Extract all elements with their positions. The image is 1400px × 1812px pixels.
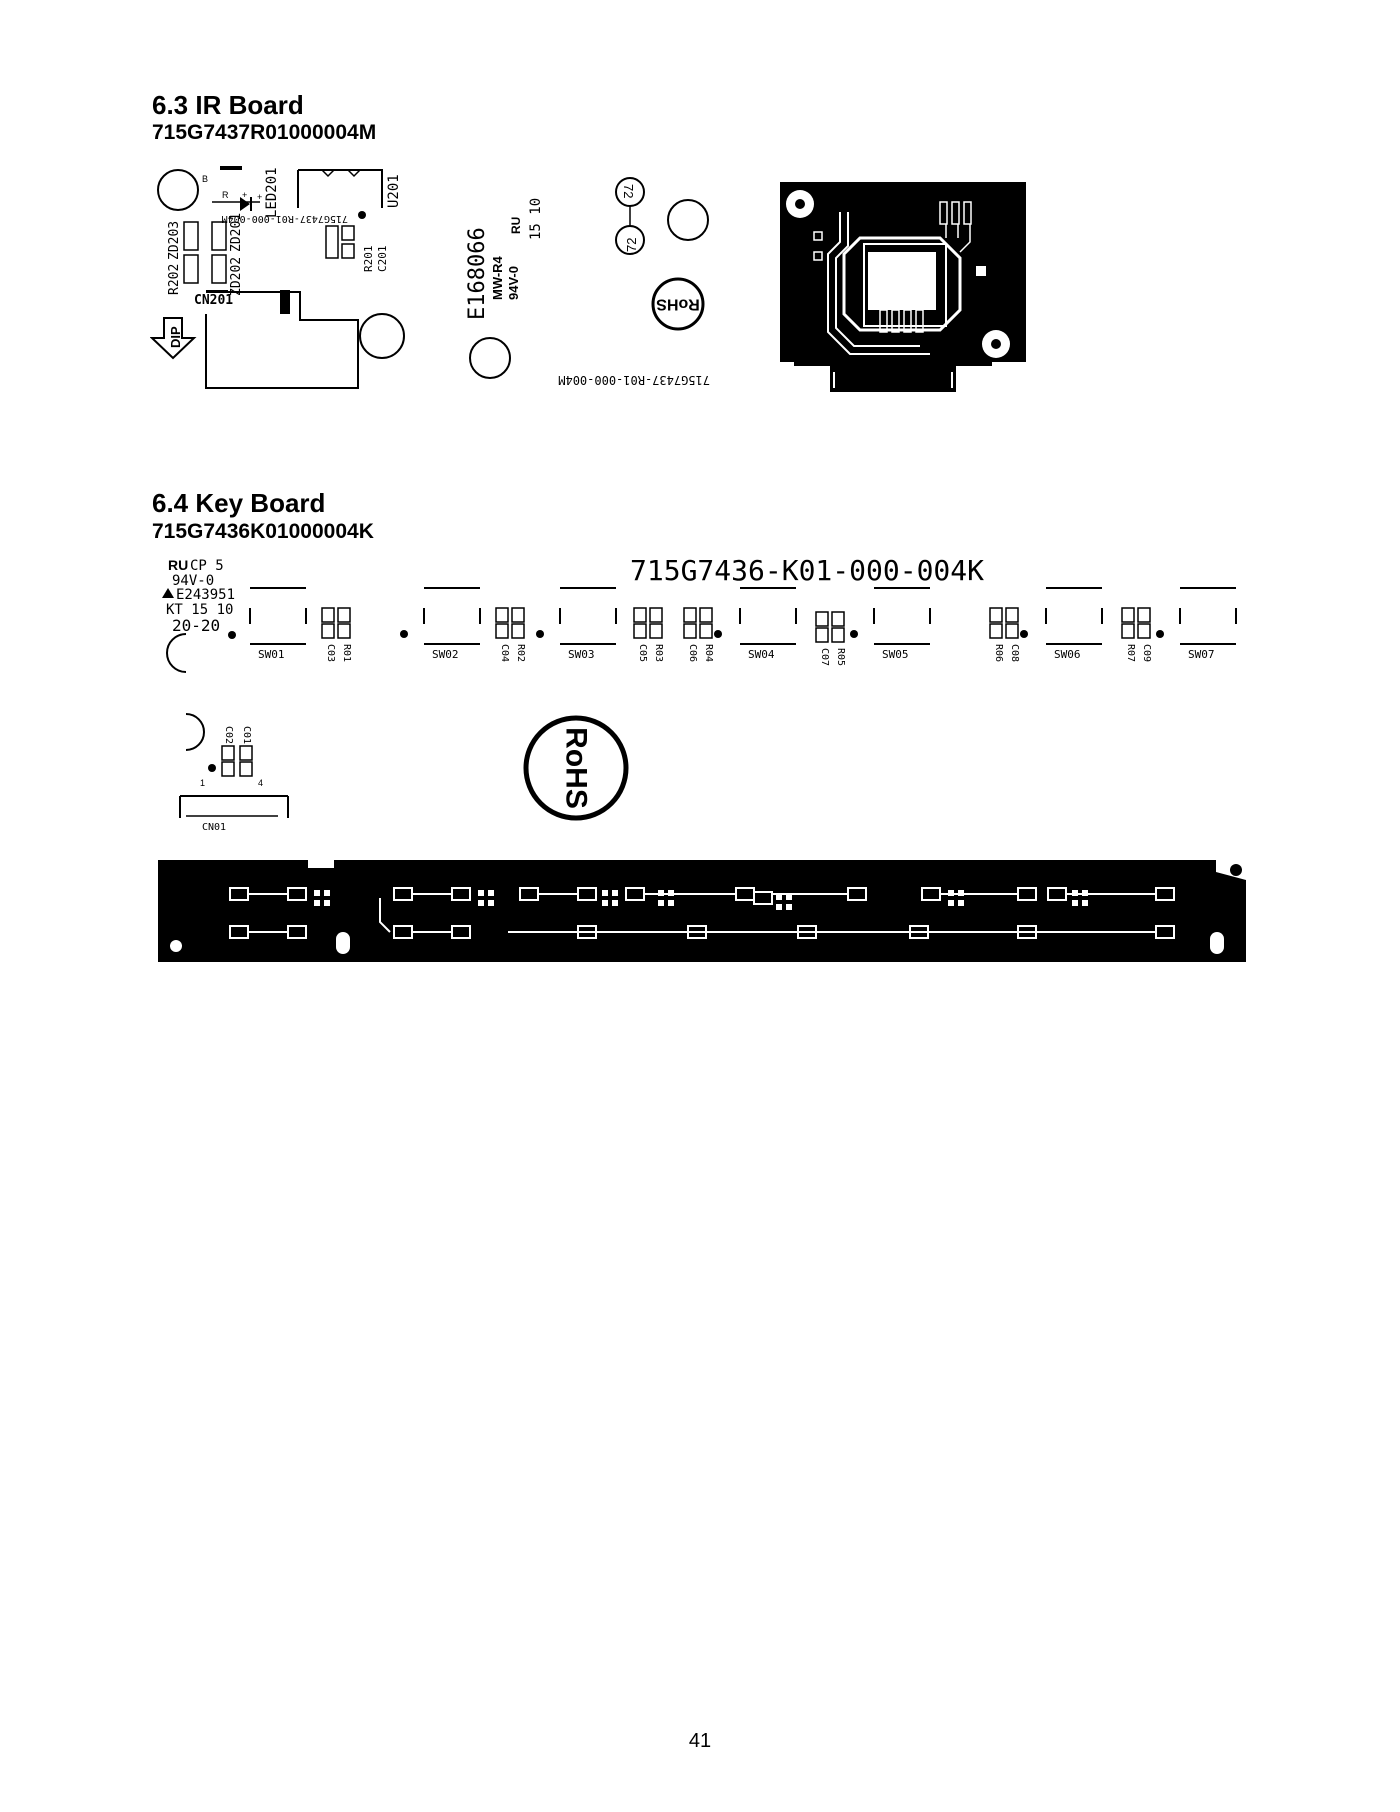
key-board-copper-layer <box>158 852 1248 964</box>
ul-file-number: E243951 <box>176 587 236 603</box>
date-code: 15 10 <box>528 197 544 240</box>
label-c07: C07 <box>819 648 830 667</box>
label-zd201: ZD201 <box>229 212 244 252</box>
label-led201: LED201 <box>264 167 280 218</box>
rohs-label: RoHS <box>656 295 700 313</box>
label-r05: R05 <box>835 648 846 667</box>
label-c05: C05 <box>637 644 648 663</box>
mounting-hole <box>186 714 204 750</box>
key-copper-fill <box>158 860 1246 962</box>
cn01-outline <box>180 796 288 818</box>
flame-rating: 94V-0 <box>172 573 215 589</box>
switch-footprint-sw05 <box>874 588 930 661</box>
switch-footprint-sw06 <box>1046 588 1102 661</box>
label-c01: C01 <box>241 726 252 745</box>
ir-board-bottom-silkscreen <box>462 168 727 400</box>
label-c09: C09 <box>1141 644 1152 663</box>
label-sw05: SW05 <box>882 648 909 661</box>
label-sw02: SW02 <box>432 648 459 661</box>
switch-footprint-sw02 <box>424 588 480 661</box>
rohs-label: RoHS <box>559 727 593 809</box>
silk-bar <box>220 166 242 170</box>
switch-footprint-sw03 <box>560 588 616 661</box>
ul-mark: RU <box>168 557 189 573</box>
label-c06: C06 <box>687 644 698 663</box>
ul-mark: RU <box>509 216 523 234</box>
date-stamp: 20-20 <box>172 616 221 635</box>
mounting-hole <box>668 200 708 240</box>
label-c201: C201 <box>376 245 389 272</box>
mounting-hole <box>1230 864 1242 876</box>
component-pad-pair <box>990 608 1018 638</box>
label-cn01: CN01 <box>202 822 227 833</box>
label-r06: R06 <box>993 644 1004 663</box>
mounting-hole <box>360 314 404 358</box>
ir-copper-tab <box>830 360 956 392</box>
label-u201: U201 <box>386 174 402 208</box>
ir-board-copper-layer <box>780 182 1030 396</box>
component-pad-pair <box>496 608 524 638</box>
ir-board-part-number: 715G7437R01000004M <box>152 121 377 144</box>
label-r07: R07 <box>1125 644 1136 663</box>
ir-receiver-window <box>868 252 936 310</box>
key-pcb-code: 715G7436-K01-000-004K <box>630 554 985 587</box>
r202-pad <box>184 255 198 283</box>
mounting-hole <box>470 338 510 378</box>
component-pad-pair <box>1122 608 1150 638</box>
pin-4-label: 4 <box>258 778 264 788</box>
kt-date-code: KT 15 10 <box>166 602 234 618</box>
badge-bottom: 72 <box>624 237 639 252</box>
switch-footprint-sw01 <box>250 588 306 661</box>
label-r202: R202 <box>167 263 182 295</box>
label-sw06: SW06 <box>1054 648 1081 661</box>
key-board-silkscreen <box>150 552 1250 842</box>
slot-hole <box>1210 932 1224 954</box>
label-c03: C03 <box>325 644 336 663</box>
component-pad-pair <box>684 608 712 638</box>
material-grade: MW-R4 <box>490 256 505 300</box>
label-r02: R02 <box>515 644 526 663</box>
switch-footprint-sw04 <box>740 588 796 661</box>
flame-rating: 94V-0 <box>506 266 521 300</box>
zd203-pad <box>184 222 198 250</box>
label-sw03: SW03 <box>568 648 595 661</box>
mark-b: B <box>202 174 209 184</box>
label-r01: R01 <box>341 644 352 663</box>
component-pad-pair <box>816 612 844 642</box>
pin1-dot <box>358 211 366 219</box>
page-number: 41 <box>688 1730 712 1752</box>
u201-outline <box>298 170 382 208</box>
r201-pad <box>342 226 354 240</box>
connector-pads <box>222 746 252 776</box>
label-sw04: SW04 <box>748 648 775 661</box>
mounting-hole <box>167 634 186 672</box>
label-c02: C02 <box>223 726 234 745</box>
label-r201: R201 <box>362 245 375 272</box>
pin-1-label: 1 <box>200 778 206 788</box>
label-zd202: ZD202 <box>229 256 244 296</box>
ul-file-number: E168066 <box>465 227 490 320</box>
label-c08: C08 <box>1009 644 1020 663</box>
zd201-pad <box>212 222 226 250</box>
key-board-part-number: 715G7436K01000004K <box>152 520 374 543</box>
label-zd203: ZD203 <box>167 220 182 260</box>
zd202-pad <box>212 255 226 283</box>
cp-rating: CP 5 <box>190 558 224 574</box>
label-dip: DIP <box>168 326 183 348</box>
mounting-hole <box>170 940 182 952</box>
badge-top: 72 <box>621 184 636 199</box>
label-c04: C04 <box>499 644 510 663</box>
label-sw01: SW01 <box>258 648 285 661</box>
section-title-key-board: 6.4 Key Board <box>152 488 326 518</box>
label-cn201: CN201 <box>194 293 234 308</box>
component-pad-pair <box>322 608 350 638</box>
mark-plus: + <box>242 190 248 200</box>
mark-r: R <box>222 190 229 200</box>
label-r04: R04 <box>703 644 714 663</box>
ir-board-top-silkscreen <box>150 160 410 400</box>
triangle-mark-icon <box>162 588 174 598</box>
cn201-pin1-mark <box>280 290 290 314</box>
c201-pad <box>342 244 354 258</box>
section-title-ir-board: 6.3 IR Board <box>152 90 304 120</box>
switch-footprint-sw07 <box>1180 588 1236 661</box>
component-pad-pair <box>634 608 662 638</box>
ir-bottom-pcb-code: 715G7437-R01-000-004M <box>558 373 710 387</box>
mark-plus-led: + <box>257 192 263 202</box>
slot-hole <box>336 932 350 954</box>
label-r03: R03 <box>653 644 664 663</box>
label-sw07: SW07 <box>1188 648 1215 661</box>
ir-top-pcb-code: 715G7437-R01-000-004M <box>221 213 348 224</box>
mounting-hole <box>158 170 198 210</box>
